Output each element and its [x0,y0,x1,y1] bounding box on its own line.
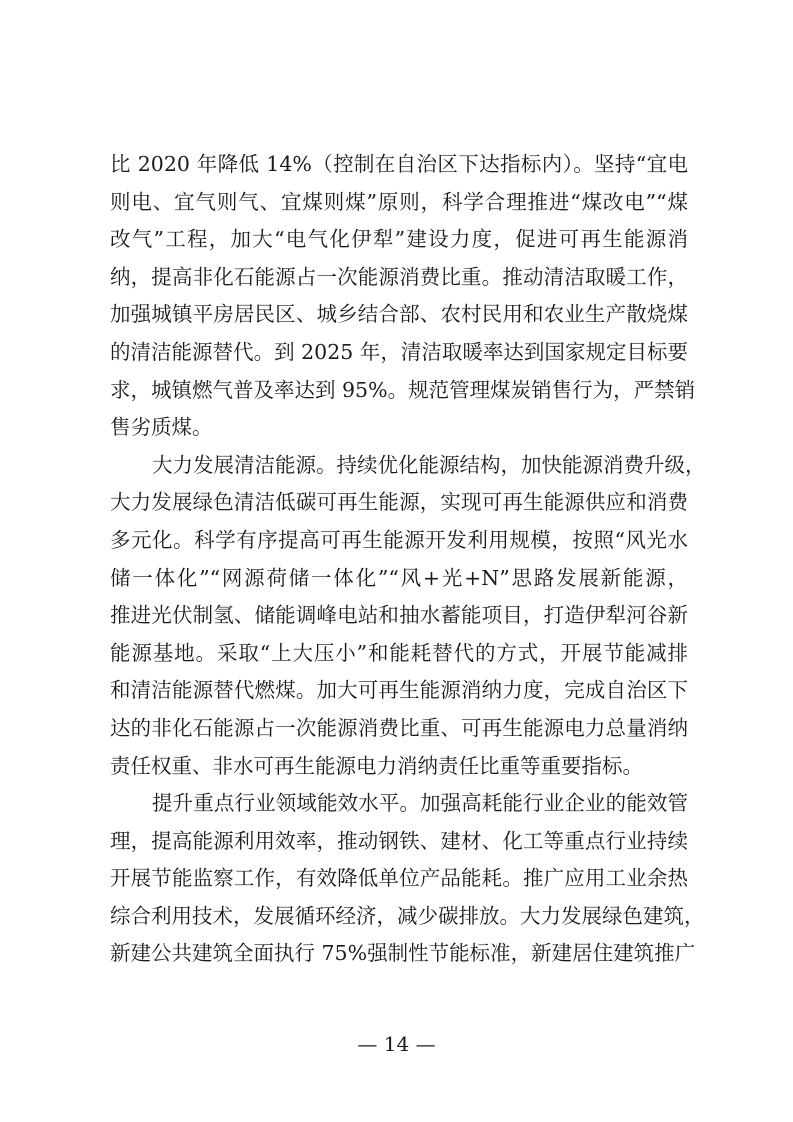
text-line: 储一体化”“网源荷储一体化”“风+光+N”思路发展新能源， [110,565,688,590]
text-line: 理，提高能源利用效率，推动钢铁、建材、化工等重点行业持续 [110,828,688,853]
text-line: 大力发展绿色清洁低碳可再生能源，实现可再生能源供应和消费 [110,490,688,515]
text-line: 达的非化石能源占一次能源消费比重、可再生能源电力总量消纳 [110,715,688,740]
text-line: 则电、宜气则气、宜煤则煤”原则，科学合理推进“煤改电”“煤 [110,189,688,214]
text-line: 加强城镇平房居民区、城乡结合部、农村民用和农业生产散烧煤 [110,302,688,327]
text-line: 和清洁能源替代燃煤。加大可再生能源消纳力度，完成自治区下 [110,678,688,703]
paragraph-heading-line: 提升重点行业领域能效水平。加强高耗能行业企业的能效管 [152,791,688,816]
text-line: 比 2020 年降低 14%（控制在自治区下达指标内）。坚持“宜电 [110,152,688,176]
text-line: 综合利用技术，发展循环经济，减少碳排放。大力发展绿色建筑， [110,903,705,928]
text-line: 求，城镇燃气普及率达到 95%。规范管理煤炭销售行为，严禁销 [110,377,696,402]
page-number: — 14 — [357,1032,436,1056]
text-line: 推进光伏制氢、储能调峰电站和抽水蓄能项目，打造伊犁河谷新 [110,603,688,628]
text-line: 新建公共建筑全面执行 75%强制性节能标准，新建居住建筑推广 [110,941,696,966]
text-line: 改气”工程，加大“电气化伊犁”建设力度，促进可再生能源消 [110,227,688,252]
paragraph-heading-line: 大力发展清洁能源。持续优化能源结构，加快能源消费升级， [152,452,706,477]
text-line: 开展节能监察工作，有效降低单位产品能耗。推广应用工业余热 [110,866,688,891]
text-line: 的清洁能源替代。到 2025 年，清洁取暖率达到国家规定目标要 [110,339,688,364]
text-line: 纳，提高非化石能源占一次能源消费比重。推动清洁取暖工作， [110,264,688,289]
text-line: 多元化。科学有序提高可再生能源开发利用规模，按照“风光水 [110,527,688,552]
text-line: 责任权重、非水可再生能源电力消纳责任比重等重要指标。 [110,753,643,778]
body-text [110,146,706,973]
text-line: 能源基地。采取“上大压小”和能耗替代的方式，开展节能减排 [110,640,688,665]
text-line: 售劣质煤。 [110,415,213,440]
